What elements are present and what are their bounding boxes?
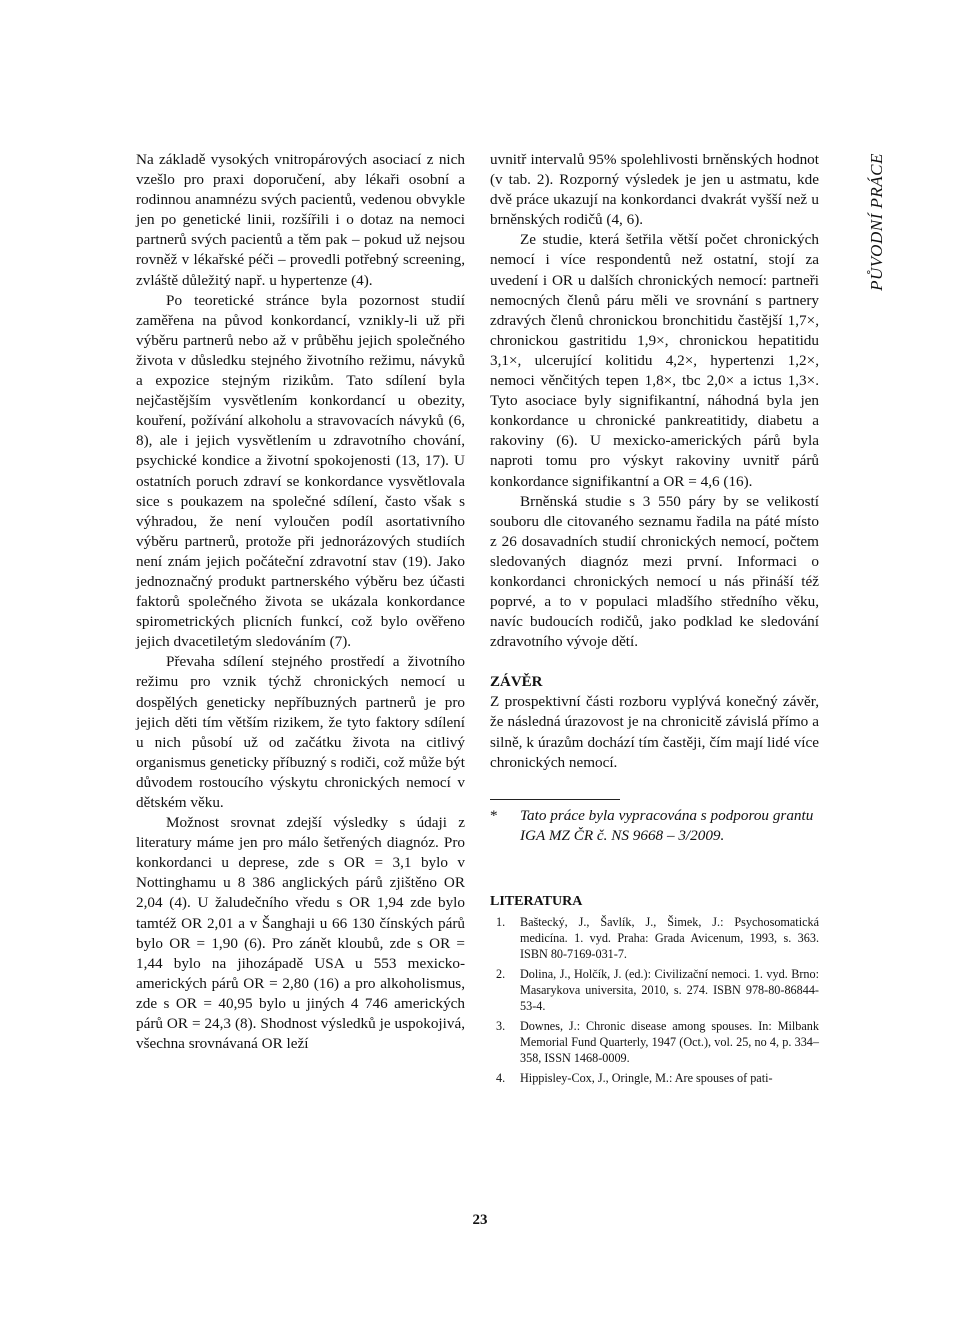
reference-text: Baštecký, J., Šavlík, J., Šimek, J.: Psychosomatická medicína. 1. vyd. Praha: Grada Avicenum, 1993, s. 363. ISBN 80-7169-031-7. [520, 914, 819, 961]
reference-number: 4. [496, 1070, 506, 1085]
reference-number: 3. [496, 1018, 506, 1033]
left-column [136, 150, 465, 1054]
paragraph-5: uvnitř intervalů 95% spolehlivosti brněnských hodnot (v tab. 2). Rozporný výsledek je jen u astmatu, kde dvě práce ukazují na konkordanci dvakrát vyšší než u brněnských rodičů (4, 6). [490, 151, 819, 229]
reference-item [490, 914, 819, 962]
right-column [490, 150, 819, 1090]
side-label-text: PŮVODNÍ PRÁCE [867, 153, 886, 291]
reference-text: Downes, J.: Chronic disease among spouses. In: Milbank Memorial Fund Quarterly, 1947 (Oct.), vol. 25, no 4, p. 334–358, ISSN 1468-0009. [520, 1018, 819, 1065]
paragraph-4: Možnost srovnat zdejší výsledky s údaji z literatury máme jen pro málo šetřených diagnóz. Pro konkordanci u deprese, zde s OR = 3,1 bylo v Nottinghamu u 8 386 anglických párů zjištěno OR 2,04 (4). U žaludečního vředu s OR 1,94 zde bylo tamtéž OR 2,01 a v Šanghaji u 66 130 čínských párů bylo OR = 1,90 (6). Pro zánět kloubů, zde s OR = 1,44 bylo na jihozápadě USA u 553 mexicko-amerických párů OR = 2,80 (16) a pro alkoholismus, zde s OR = 40,95 bylo u jiných 4 746 amerických párů OR = 24,3 (8). Shodnost výsledků je uspokojivá, všechna srovnávaná OR leží [136, 814, 465, 1053]
paragraph-3: Převaha sdílení stejného prostředí a životního režimu pro vznik týchž chronických nemocí u dospělých geneticky nepříbuzných partnerů je pro jejich děti tím větším rizikem, že tyto faktory sdílení u nich působí už od začátku života na citlivý organismus geneticky příbuzný s rodiči, což může být důvodem rostoucího výskytu chronických nemocí v dětském věku. [136, 653, 465, 811]
footnote-mark: * [490, 806, 498, 824]
paragraph-2: Po teoretické stránce byla pozornost studií zaměřena na původ konkordancí, vznikly-li už při výběru partnerů nebo až v průběhu jejich společného života v důsledku stejného životního režimu, návyků a expozice stejným rizikům. Tato sdílení byla nejčastějším vysvětlením konkordancí u obezity, kouření, požívání alkoholu a stravovacích návyků (6, 8), ale i jejich vysvětlením u zdravotního chování, psychické kondice a životní spokojenosti (13, 17). U ostatních poruch zdraví se konkordance vysvětlovala sice s poukazem na společné sdílení, často však s výhradou, že není vyloučen podíl asortativního výběru partnerů, protože při jednorázových studiích není znám jejich počáteční zdravotní stav (19). Jako jednoznačný produkt partnerského výběru bez účasti faktorů společného života se ukázala konkordance spirometrických plicních funkcí, což bylo ověřeno jejich dvacetiletým sledováním (7). [136, 291, 465, 651]
reference-text: Hippisley-Cox, J., Oringle, M.: Are spouses of pati- [520, 1070, 773, 1085]
section-side-label [866, 152, 888, 292]
reference-number: 1. [496, 914, 506, 929]
conclusion-heading: ZÁVĚR [490, 674, 543, 691]
paragraph-1: Na základě vysokých vnitropárových asociací z nich vzešlo pro praxi doporučení, aby lékaři osobní a rodinnou anamnézu svých pacientů, vedenou obvykle jen po genetické linii, rozšířili i o dotaz na nemoci partnerů svých pacientů a těm pak – pokud už nejsou rovněž v lékařské péči – provedli potřebný screening, zvláště důležitý např. u hypertenze (4). [136, 151, 465, 289]
reference-item [490, 1018, 819, 1066]
conclusion-text: Z prospektivní části rozboru vyplývá konečný závěr, že následná úrazovost je na chronicitě závislá přímo a silně, k úrazům dochází tím častěji, čím mají lidé více chronických nemocí. [490, 693, 819, 771]
paragraph-7: Brněnská studie s 3 550 páry by se velikostí souboru dle citovaného seznamu řadila na páté místo z 26 dosavadních studií chronických nemocí, počtem sledovaných diagnóz mezi první. Informaci o konkordanci chronických nemocí u nás přináší též poprvé, a to v populaci mladšího středního věku, navíc budoucích rodičů, jako podklad ke sledování zdravotního vývoje dětí. [490, 492, 819, 651]
literature-heading: LITERATURA [490, 893, 583, 909]
page-number: 23 [472, 1212, 488, 1228]
reference-number: 2. [496, 966, 506, 981]
paragraph-6: Ze studie, která šetřila větší počet chronických nemocí i více respondentů než ostatní, stojí za uvedení i OR u dalších chronických nemocí: partneři nemocných členů páru měli ve srovnání s partnery zdravých členů chronickou bronchitidu častější 1,7×, chronickou gastritidu 1,9×, chronickou hepatitidu 3,1×, ulcerující kolitidu 4,2×, hypertenzi 1,2×, nemoci věnčitých tepen 1,8×, tbc 2,0× a ictus 1,3×. Tyto asociace byly signifikantní, náhodná byla jen konkordance u chronické pankreatitidy, diabetu a rakoviny (6). U mexicko-amerických párů byla naproti tomu pro výskyt rakoviny uvnitř párů konkordance signifikantní a OR = 4,6 (16). [490, 231, 819, 490]
footnote [490, 806, 819, 846]
reference-item [490, 966, 819, 1014]
footnote-text: Tato práce byla vypracována s podporou grantu IGA MZ ČR č. NS 9668 – 3/2009. [520, 806, 814, 844]
footnote-divider [490, 799, 620, 800]
reference-text: Dolina, J., Holčík, J. (ed.): Civilizační nemoci. 1. vyd. Brno: Masarykova universita, 2010, s. 274. ISBN 978-80-86844-53-4. [520, 966, 819, 1013]
reference-item [490, 1070, 819, 1086]
reference-list [490, 914, 819, 1086]
